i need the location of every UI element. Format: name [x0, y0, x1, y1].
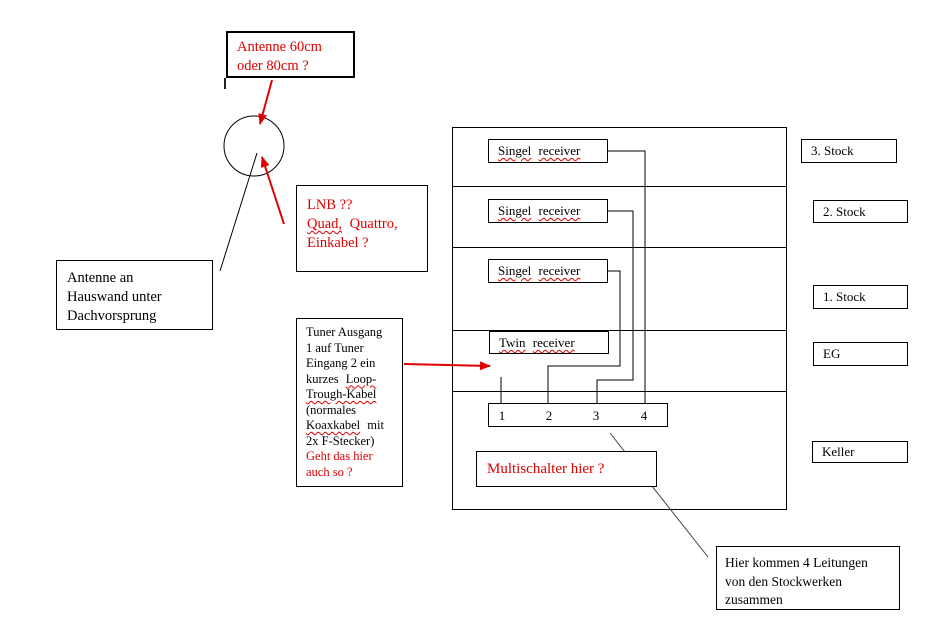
- receiver-1stock-word1: Singel: [498, 263, 532, 278]
- receiver-3stock: [488, 139, 608, 163]
- tuner-line4: [306, 372, 402, 388]
- receiver-eg-twin: [489, 331, 609, 354]
- tuner-line4-plain: kurzes: [306, 371, 339, 386]
- wall-mount-line3: Dachvorsprung: [67, 308, 157, 324]
- tuner-line4-wavy: Loop-: [345, 371, 377, 386]
- lnb-line2-rest: Quattro,: [349, 216, 398, 232]
- cable-3stock-to-port4: [608, 151, 645, 403]
- multiswitch-port-4: 4: [640, 408, 648, 423]
- receiver-3stock-word2: receiver: [538, 143, 581, 158]
- lnb-line2-wavy: Quad,: [307, 216, 343, 232]
- junction-line1: Hier kommen 4 Leitungen: [725, 555, 868, 570]
- floor-label-eg: [813, 342, 908, 366]
- floor-label-3stock: [801, 139, 897, 163]
- multischalter-note: [476, 451, 657, 487]
- lnb-note: [296, 185, 428, 272]
- arrow-lnb-note-to-dish: [262, 157, 284, 224]
- cable-2stock-to-port3: [597, 211, 633, 403]
- antenna-size-line2: oder 80cm ?: [237, 58, 309, 74]
- antenna-size-note: [226, 31, 355, 78]
- wall-mount-note: [56, 260, 213, 330]
- tuner-line3: Eingang 2 ein: [306, 356, 376, 370]
- junction-line3: zusammen: [725, 592, 783, 607]
- tuner-line7-plain: mit: [367, 418, 384, 432]
- floor-label-keller-text: Keller: [822, 444, 855, 459]
- tuner-line7: [306, 418, 402, 434]
- tuner-line9: Geht das hier: [306, 449, 373, 463]
- receiver-2stock-word1: Singel: [498, 203, 532, 218]
- tuner-line5: Trough-Kabel: [306, 387, 377, 401]
- wall-mount-line1: Antenne an: [67, 270, 134, 286]
- lnb-line3: Einkabel ?: [307, 235, 369, 251]
- multischalter-label: Multischalter hier ?: [487, 461, 605, 477]
- receiver-2stock: [488, 199, 608, 223]
- tuner-line6: (normales: [306, 402, 356, 417]
- multiswitch-port-3: 3: [592, 408, 600, 423]
- tuner-line8: 2x F-Stecker): [306, 433, 375, 448]
- receiver-eg-word1: Twin: [499, 335, 526, 350]
- multiswitch-port-2: 2: [545, 408, 553, 423]
- floor-label-keller: [812, 441, 908, 463]
- lnb-line1: LNB ??: [307, 197, 353, 213]
- floor-label-2stock: [813, 200, 908, 223]
- receiver-eg-word2: receiver: [532, 335, 575, 350]
- multiswitch-port-1: 1: [498, 408, 506, 423]
- receiver-2stock-word2: receiver: [538, 203, 581, 218]
- arrow-antenna-note-to-dish: [260, 80, 272, 124]
- floor-label-eg-text: EG: [823, 346, 841, 361]
- receiver-3stock-word1: Singel: [498, 143, 532, 158]
- junction-line2: von den Stockwerken: [725, 573, 842, 589]
- floor-label-1stock-text: 1. Stock: [823, 289, 866, 304]
- floor-label-3stock-text: 3. Stock: [811, 143, 854, 158]
- lnb-line2: [307, 215, 427, 234]
- floor-label-1stock: [813, 285, 908, 309]
- receiver-1stock: [488, 259, 608, 283]
- dish-to-wall-note-line: [220, 153, 257, 271]
- floor-label-2stock-text: 2. Stock: [823, 204, 866, 219]
- tuner-line1: Tuner Ausgang: [306, 325, 383, 339]
- multiswitch-box: [488, 403, 668, 427]
- wall-mount-line2: Hauswand unter: [67, 289, 162, 305]
- antenna-dish-circle: [224, 116, 284, 176]
- junction-note: [716, 546, 900, 610]
- arrow-tuner-note-to-twin: [404, 364, 490, 366]
- antenna-size-line1: Antenne 60cm: [237, 39, 322, 55]
- tuner-line7-wavy: Koaxkabel: [306, 418, 361, 432]
- receiver-1stock-word2: receiver: [538, 263, 581, 278]
- tuner-loop-note: [296, 318, 403, 487]
- tuner-line10: auch so ?: [306, 464, 353, 479]
- tuner-line2: 1 auf Tuner: [306, 340, 364, 355]
